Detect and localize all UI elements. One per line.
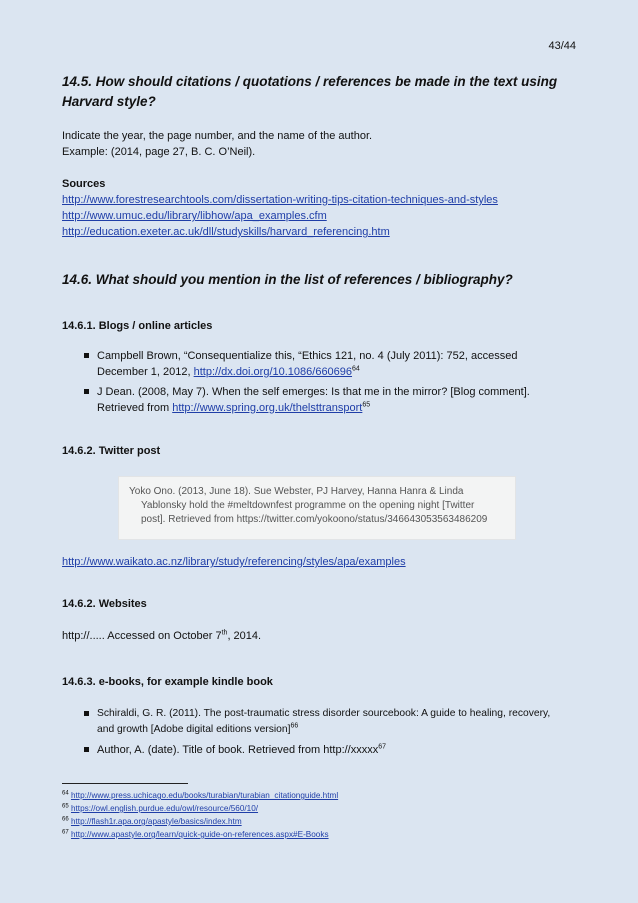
list-item xyxy=(84,384,598,416)
bullet-icon xyxy=(84,353,89,358)
footnote-link[interactable]: https://owl.english.purdue.edu/owl/resource/560/10/ xyxy=(70,804,259,813)
subheading-twitter: 14.6.2. Twitter post xyxy=(62,445,161,457)
bullet-icon xyxy=(84,747,89,752)
list-item xyxy=(84,706,598,738)
example-line: Example: (2014, page 27, B. C. O’Neil). xyxy=(62,146,256,158)
subheading-websites: 14.6.2. Websites xyxy=(62,598,147,610)
footnote-link[interactable]: http://flash1r.apa.org/apastyle/basics/index.htm xyxy=(70,817,242,826)
source-link-forestresearchtools[interactable]: http://www.forestresearchtools.com/dissertation-writing-tips-citation-techniques-and-styles xyxy=(62,194,498,206)
ebook-ref-text: Author, A. (date). Title of book. Retrieved from http://xxxxx xyxy=(97,744,379,756)
blog-ref-text: J Dean. (2008, May 7). When the self emerges: Is that me in the mirror? [Blog comment]. xyxy=(97,386,530,398)
doi-link[interactable]: http://dx.doi.org/10.1086/660696 xyxy=(193,366,353,378)
footnote-number: 66 xyxy=(62,816,69,823)
ebooks-list xyxy=(84,706,598,762)
blog-ref-text-cont: Retrieved from xyxy=(97,402,173,414)
tweet-line: post]. Retrieved from https://twitter.com/yokoono/status/346643053563486209 xyxy=(141,514,488,525)
footnote-ref[interactable]: 67 xyxy=(378,743,387,751)
source-link-umuc[interactable]: http://www.umuc.edu/library/libhow/apa_examples.cfm xyxy=(62,210,327,222)
bullet-icon xyxy=(84,389,89,394)
instruction-line: Indicate the year, the page number, and the name of the author. xyxy=(62,130,373,142)
list-item xyxy=(84,348,598,380)
footnote-ref[interactable]: 64 xyxy=(352,365,360,373)
footnote-65 xyxy=(62,803,258,814)
sources-label: Sources xyxy=(62,178,106,190)
subheading-blogs: 14.6.1. Blogs / online articles xyxy=(62,320,213,332)
bullet-icon xyxy=(84,711,89,716)
footnote-ref[interactable]: 65 xyxy=(362,401,371,409)
footnote-number: 64 xyxy=(62,790,69,797)
websites-text-end: , 2014. xyxy=(227,630,262,642)
spring-link[interactable]: http://www.spring.org.uk/thelsttransport xyxy=(172,402,363,414)
subheading-ebooks: 14.6.3. e-books, for example kindle book xyxy=(62,676,273,688)
footnote-66 xyxy=(62,816,242,827)
ebook-ref-text: Schiraldi, G. R. (2011). The post-traumatic stress disorder sourcebook: A guide to healing, recovery, xyxy=(97,708,551,719)
heading-14-5 xyxy=(62,72,598,112)
footnote-ref[interactable]: 66 xyxy=(290,722,299,730)
heading-14-5-line2: Harvard style? xyxy=(62,94,156,109)
heading-14-6: 14.6. What should you mention in the list of references / bibliography? xyxy=(62,272,513,287)
blogs-list xyxy=(84,348,598,420)
footnote-number: 65 xyxy=(62,803,69,810)
footnote-67 xyxy=(62,829,329,840)
tweet-line: Yablonsky hold the #meltdownfest programme on the opening night [Twitter xyxy=(141,500,475,511)
sources-block xyxy=(62,176,598,240)
websites-text: http://..... Accessed on October 7 xyxy=(62,630,222,642)
ebook-ref-text-cont: and growth [Adobe digital editions version] xyxy=(97,724,291,735)
footnote-64 xyxy=(62,790,338,801)
footnote-number: 67 xyxy=(62,829,69,836)
blog-ref-text-cont: December 1, 2012, xyxy=(97,366,194,378)
tweet-reference-image xyxy=(118,476,516,540)
footnote-divider xyxy=(62,783,188,784)
waikato-link[interactable]: http://www.waikato.ac.nz/library/study/referencing/styles/apa/examples xyxy=(62,556,406,568)
ordinal-suffix: th xyxy=(221,629,228,637)
tweet-line: Yoko Ono. (2013, June 18). Sue Webster, PJ Harvey, Hanna Hanra & Linda xyxy=(129,486,464,497)
source-link-exeter[interactable]: http://education.exeter.ac.uk/dll/studyskills/harvard_referencing.htm xyxy=(62,226,390,238)
footnote-link[interactable]: http://www.apastyle.org/learn/quick-guide-on-references.aspx#E-Books xyxy=(70,830,329,839)
list-item xyxy=(84,742,598,758)
citation-instructions xyxy=(62,128,598,160)
blog-ref-text: Campbell Brown, “Consequentialize this, “Ethics 121, no. 4 (July 2011): 752, accessed xyxy=(97,350,518,362)
footnote-link[interactable]: http://www.press.uchicago.edu/books/turabian/turabian_citationguide.html xyxy=(70,791,339,800)
page-number: 43/44 xyxy=(548,40,576,52)
websites-example xyxy=(62,628,598,644)
heading-14-5-line1: 14.5. How should citations / quotations / references be made in the text using xyxy=(62,74,558,89)
